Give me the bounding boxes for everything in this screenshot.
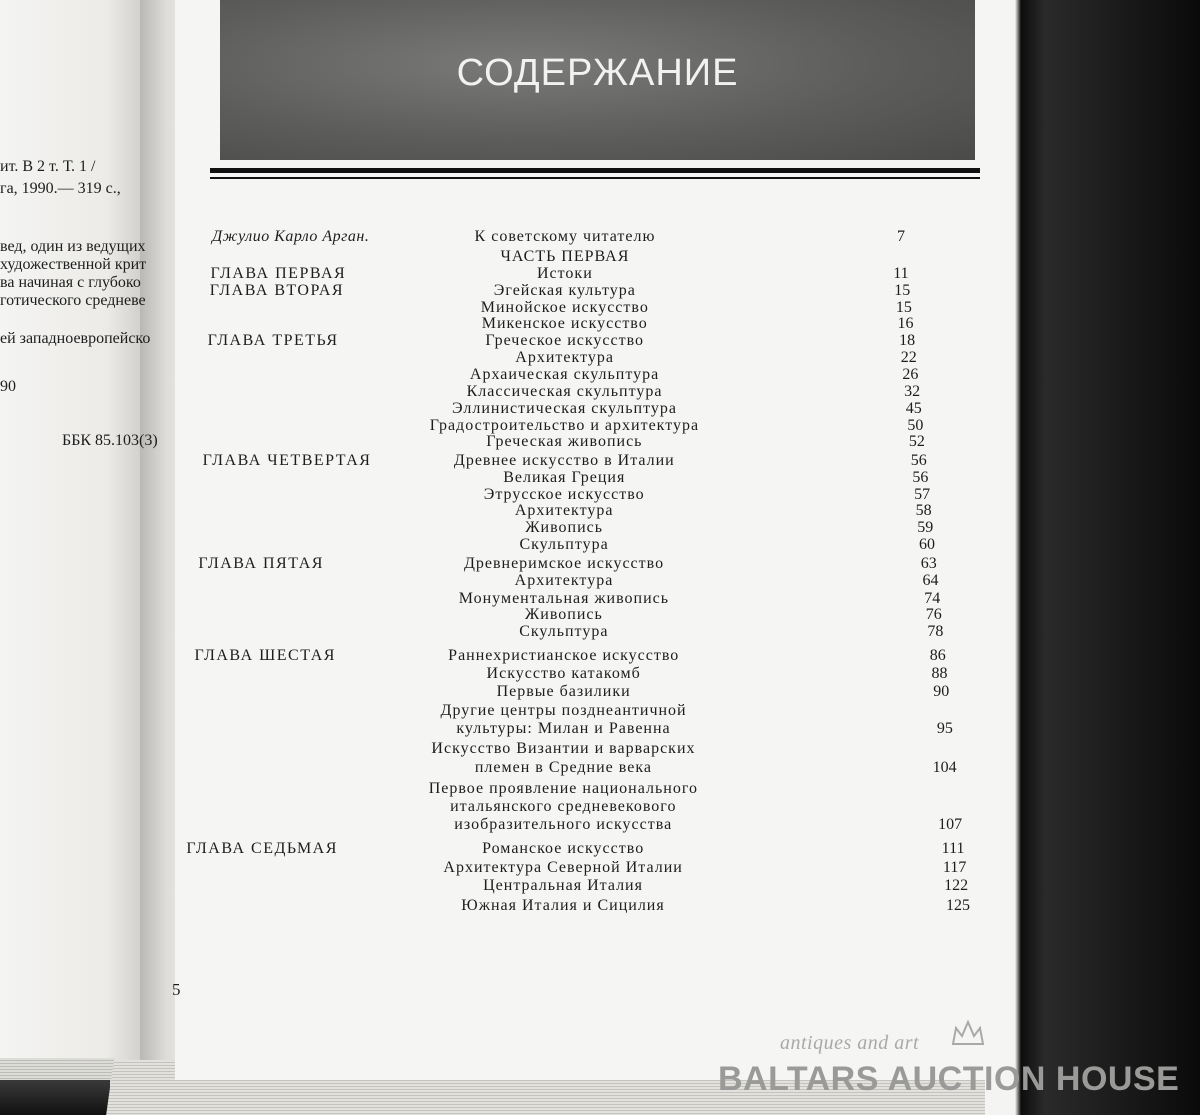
toc-title: Живопись — [525, 519, 604, 536]
watermark-tagline: antiques and art — [780, 1032, 920, 1054]
toc-page-number: 50 — [907, 417, 924, 434]
page-title: СОДЕРЖАНИЕ — [456, 52, 739, 94]
toc-page-number: 11 — [893, 265, 909, 282]
toc-title: Градостроительство и архитектура — [429, 417, 700, 434]
toc-page-number: 56 — [912, 469, 929, 486]
toc-title: Искусство катакомб — [486, 665, 641, 682]
toc-page-number: 59 — [917, 519, 934, 536]
toc-page-number: 78 — [927, 623, 944, 640]
toc-page-number: 56 — [910, 452, 927, 469]
toc-chapter-label: ГЛАВА ЧЕТВЕРТАЯ — [202, 452, 372, 469]
left-page-edges — [0, 1058, 115, 1082]
toc-page-number: 88 — [931, 665, 948, 682]
toc-title: Искусство Византии и варварских — [431, 740, 696, 757]
toc-title: Классическая скульптура — [466, 383, 663, 400]
toc-page-number: 122 — [944, 877, 969, 894]
left-page-line: художественной крит — [0, 256, 147, 273]
toc-title: племен в Средние века — [474, 759, 652, 776]
toc-page-number: 15 — [894, 282, 911, 299]
toc-title: Южная Италия и Сицилия — [461, 897, 665, 914]
toc-title: Греческое искусство — [485, 332, 645, 349]
toc-row — [0, 814, 1200, 836]
toc-row — [0, 875, 1200, 897]
toc-page-number: 15 — [895, 299, 912, 316]
toc-page-number: 107 — [938, 816, 963, 833]
left-page-line: ва начиная с глубоко — [0, 274, 141, 291]
toc-page-number: 60 — [918, 536, 935, 553]
toc-page-number: 117 — [942, 859, 967, 876]
toc-title: Греческая живопись — [486, 433, 643, 450]
toc-title: итальянского средневекового — [450, 798, 677, 815]
toc-page-number: 64 — [922, 572, 939, 589]
toc-title: Древнее искусство в Италии — [453, 452, 675, 469]
toc-title: Скульптура — [519, 536, 609, 553]
toc-page-number: 90 — [933, 683, 950, 700]
toc-title: Другие центры позднеантичной — [440, 702, 687, 719]
toc-chapter-label: ГЛАВА ПЯТАЯ — [198, 555, 324, 572]
toc-page-number: 18 — [899, 332, 916, 349]
toc-title: Микенское искусство — [481, 315, 648, 332]
toc-title: Эгейская культура — [493, 282, 636, 299]
toc-title: Первые базилики — [496, 683, 631, 700]
left-page-line: ей западноевропейско — [0, 330, 151, 347]
toc-page-number: 52 — [908, 433, 925, 450]
toc-title: Архитектура — [515, 349, 614, 366]
toc-title: Скульптура — [519, 623, 609, 640]
toc-title: ЧАСТЬ ПЕРВАЯ — [500, 248, 630, 265]
toc-title: Архитектура — [514, 572, 614, 589]
toc-row — [0, 226, 1200, 248]
toc-page-number: 58 — [915, 502, 932, 519]
toc-title: изобразительного искусства — [454, 816, 673, 833]
toc-row — [0, 895, 1200, 917]
toc-page-number: 86 — [929, 647, 946, 664]
header-rule-thin — [210, 177, 980, 179]
toc-title: Минойское искусство — [480, 299, 649, 316]
left-page-line: га, 1990.— 319 с., — [0, 180, 121, 197]
toc-row — [0, 621, 1200, 643]
left-page-line: ББК 85.103(3) — [62, 432, 158, 449]
toc-page-number: 45 — [905, 400, 922, 417]
toc-title: Центральная Италия — [483, 877, 643, 894]
toc-title: Архитектура — [514, 502, 614, 519]
toc-page-number: 95 — [936, 720, 953, 737]
toc-title: Эллинистическая скульптура — [451, 400, 677, 417]
toc-chapter-label: ГЛАВА СЕДЬМАЯ — [186, 840, 338, 857]
toc-title: Живопись — [524, 606, 603, 623]
toc-page-number: 125 — [946, 897, 970, 914]
toc-page-number: 22 — [900, 349, 917, 366]
toc-chapter-label: ГЛАВА ШЕСТАЯ — [194, 647, 336, 664]
toc-title: Истоки — [536, 265, 593, 282]
header-rule — [210, 168, 980, 173]
toc-page-number: 104 — [932, 759, 957, 776]
toc-title: Монументальная живопись — [458, 590, 670, 607]
toc-title: Раннехристианское искусство — [448, 647, 680, 664]
toc-page-number: 26 — [902, 366, 919, 383]
watermark-logo: BALTARS AUCTION HOUSE — [718, 1060, 1180, 1098]
toc-title: Первое проявление национального — [428, 780, 698, 797]
toc-title: К советскому читателю — [474, 228, 656, 245]
toc-title: Великая Греция — [503, 469, 626, 486]
crown-icon — [950, 1018, 986, 1048]
toc-page-number: 76 — [925, 606, 942, 623]
toc-chapter-label: ГЛАВА ВТОРАЯ — [209, 282, 345, 299]
toc-page-number: 7 — [897, 228, 905, 245]
left-page-line: готического средневе — [0, 292, 146, 309]
page-number: 5 — [172, 980, 181, 999]
toc-page-number: 111 — [941, 840, 965, 857]
toc-page-number: 16 — [897, 315, 914, 332]
toc-page-number: 57 — [914, 486, 931, 503]
toc-page-number: 32 — [904, 383, 921, 400]
left-cover-edge — [0, 1080, 110, 1115]
toc-chapter-label: ГЛАВА ТРЕТЬЯ — [207, 332, 339, 349]
toc-title: культуры: Милан и Равенна — [456, 720, 671, 737]
toc-title: Архаическая скульптура — [469, 366, 660, 383]
toc-title: Романское искусство — [482, 840, 645, 857]
toc-title: Древнеримское искусство — [463, 555, 665, 572]
toc-row — [0, 757, 1200, 779]
toc-title: Этрусское искусство — [483, 486, 645, 503]
toc-title: Архитектура Северной Италии — [443, 859, 683, 876]
left-page-line: 90 — [0, 378, 16, 395]
left-page-line: ит. В 2 т. Т. 1 / — [0, 158, 96, 175]
left-page-line: вед, один из ведущих — [0, 238, 146, 255]
toc-row — [0, 718, 1200, 740]
toc-chapter-label: ГЛАВА ПЕРВАЯ — [210, 265, 347, 282]
toc-page-number: 63 — [920, 555, 937, 572]
toc-author: Джулио Карло Арган. — [212, 228, 370, 245]
toc-page-number: 74 — [924, 590, 941, 607]
